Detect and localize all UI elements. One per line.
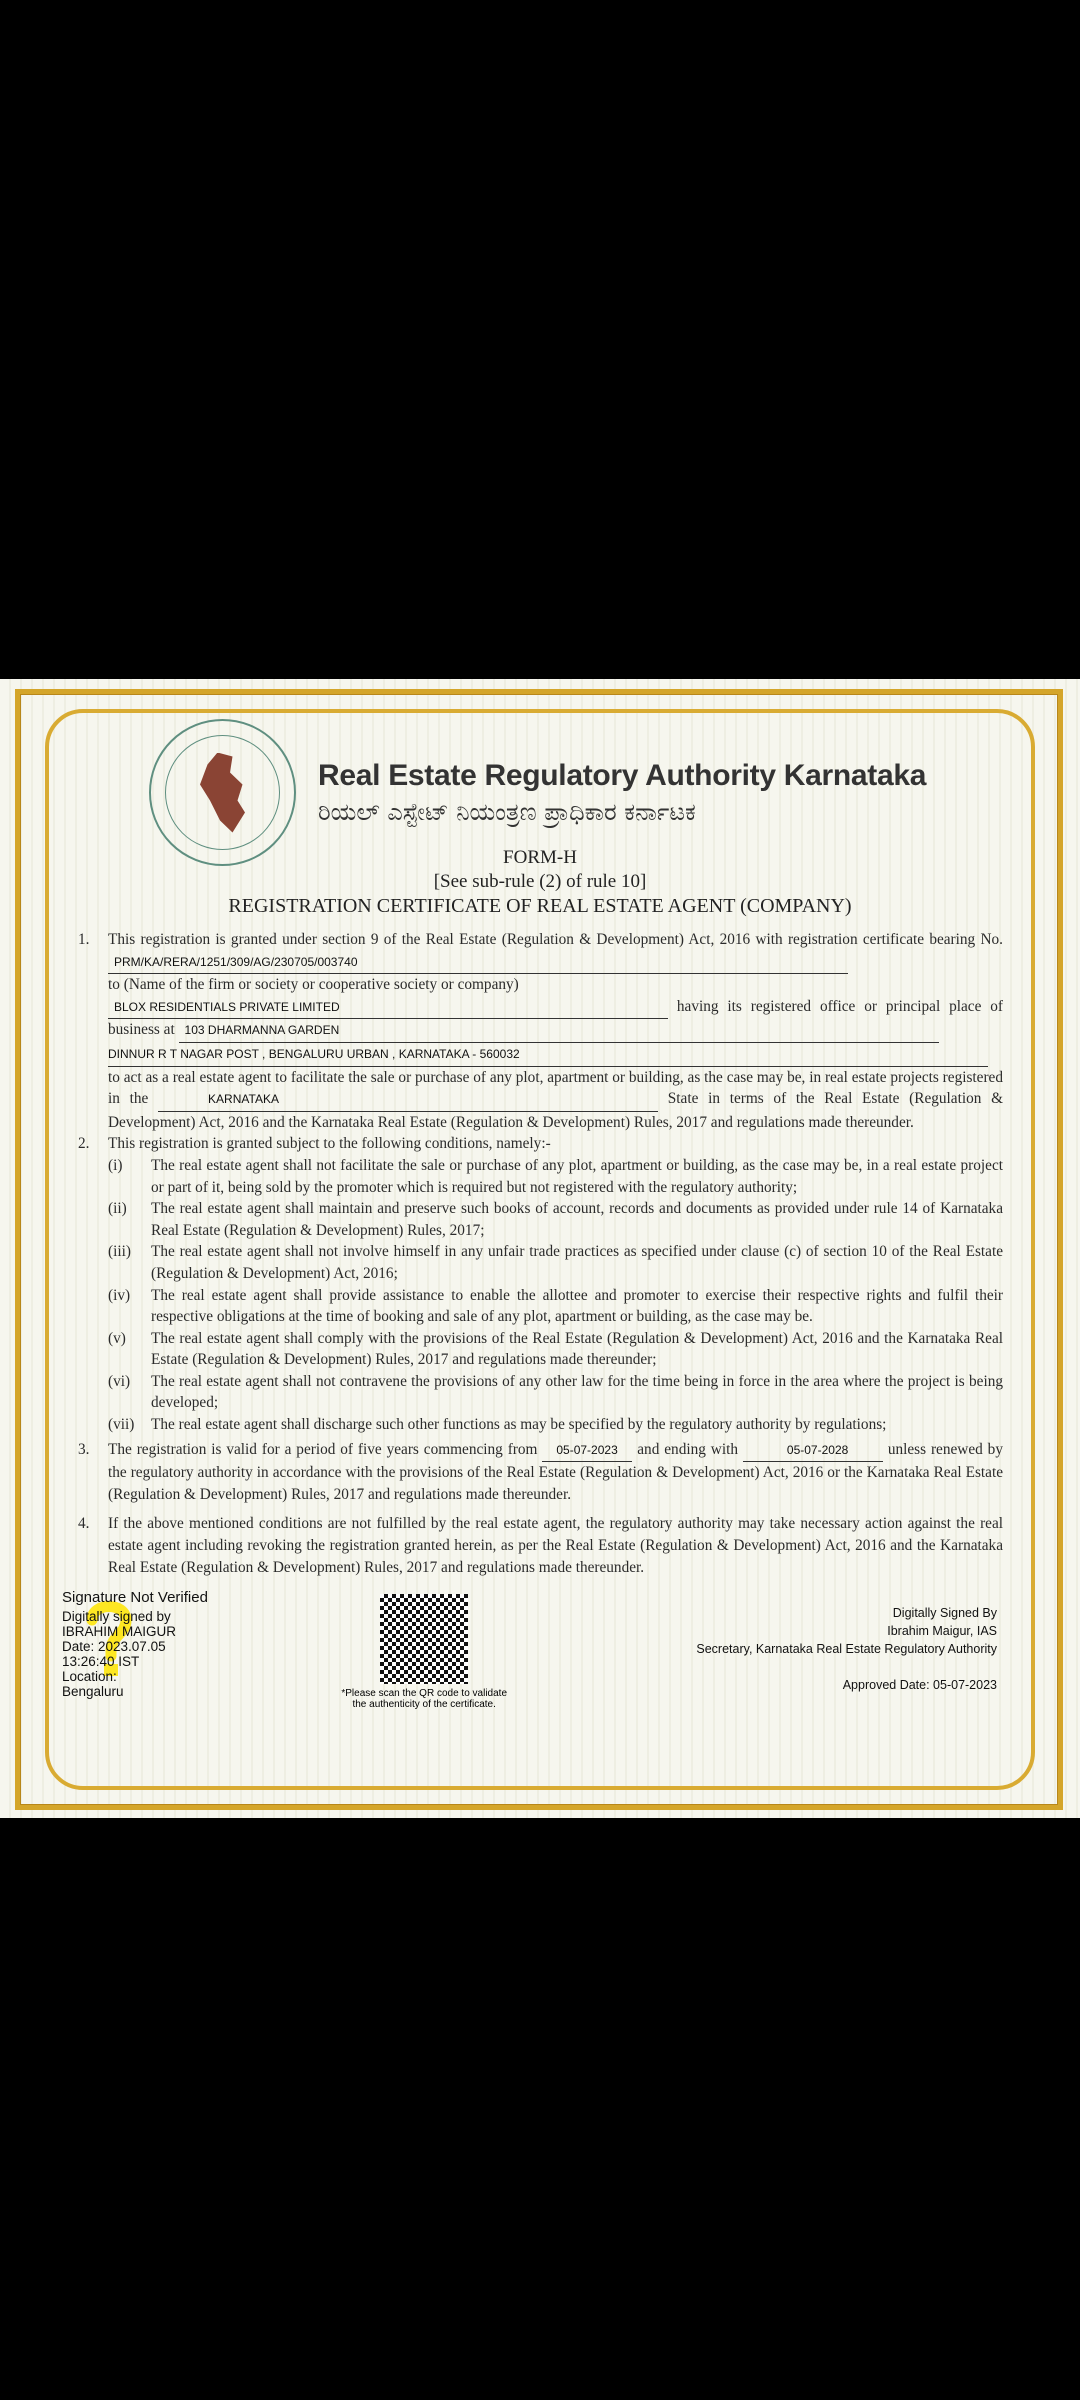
- approved-date: Approved Date: 05-07-2023: [842, 1678, 997, 1693]
- form-rule: [See sub-rule (2) of rule 10]: [433, 871, 647, 892]
- valid-until-date: 05-07-2028: [743, 1440, 883, 1463]
- condition-number: (vi): [108, 1372, 131, 1390]
- condition-item: [108, 1414, 1003, 1436]
- certificate: [0, 679, 1080, 1818]
- signature-block: Signature Not Verified Digitally signed by IBRAHIM MAIGUR Date: 2023.07.05 13:26:40 IST Location: Bengaluru: [62, 1590, 212, 1699]
- registration-number: PRM/KA/RERA/1251/309/AG/230705/003740: [108, 952, 848, 975]
- qr-section: [324, 1594, 524, 1710]
- condition-number: (i): [108, 1156, 123, 1174]
- state: KARNATAKA: [158, 1089, 658, 1112]
- signer-block: Digitally Signed By Ibrahim Maigur, IAS Secretary, Karnataka Real Estate Regulatory Authority Approved Date: 05-07-2023: [696, 1606, 997, 1693]
- signature-status: Signature Not Verified: [62, 1589, 208, 1607]
- karnataka-map-icon: [198, 753, 248, 833]
- condition-item: [108, 1155, 1003, 1198]
- qr-caption: *Please scan the QR code to validate the authenticity of the certificate.: [341, 1688, 508, 1711]
- condition-item: [108, 1241, 1003, 1284]
- address-line-2: DINNUR R T NAGAR POST , BENGALURU URBAN , KARNATAKA - 560032: [108, 1044, 988, 1067]
- qr-code[interactable]: [380, 1594, 468, 1684]
- certificate-footer: [62, 1589, 1003, 1711]
- authority-title: Real Estate Regulatory Authority Karnataka: [318, 759, 927, 792]
- condition-item: [108, 1328, 1003, 1371]
- authority-title-kannada: ರಿಯಲ್ ಎಸ್ಟೇಟ್ ನಿಯಂತ್ರಣ ಪ್ರಾಧಿಕಾರ ಕರ್ನಾಟಕ: [318, 798, 696, 826]
- condition-item: [108, 1198, 1003, 1241]
- certificate-body: [78, 929, 1003, 1578]
- condition-list: [78, 1155, 1003, 1436]
- condition-text: The real estate agent shall maintain and preserve such books of account, records and documents as provided under rule 14 of Karnataka Real Estate (Regulation & Development) Rules, 2017;: [151, 1200, 1003, 1239]
- condition-item: [108, 1285, 1003, 1328]
- form-name: FORM-H: [503, 847, 577, 868]
- condition-text: The real estate agent shall not involve himself in any unfair trade practices as specified under clause (c) of section 10 of the Real Estate (Regulation & Development) Act, 2016;: [151, 1243, 1003, 1282]
- clause-1: 1. This registration is granted under section 9 of the Real Estate (Regulation & Development) Act, 2016 with registration certificate bearing No. PRM/KA/RERA/1251/309/AG/230705/003740 to (Name of the firm or society or cooperative society or company) BLOX RESIDENTIALS PRIVATE LIMITED having its registered office or principal place of business at 103 DHARMANNA GARDEN DINNUR R T NAGAR POST , BENGALURU URBAN , KARNATAKA - 560032 to act as a real estate agent to facilitate the sale or purchase of any plot, apartment or building, as the case may be, in real estate projects registered in the KARNATAKA State in terms of the Real Estate (Regulation & Development) Act, 2016 and the Karnataka Real Estate (Regulation & Development) Rules, 2017 and regulations made thereunder.: [78, 931, 1003, 1131]
- rera-logo: [149, 719, 296, 866]
- condition-number: (vii): [108, 1416, 135, 1434]
- valid-from-date: 05-07-2023: [542, 1440, 632, 1463]
- condition-number: (ii): [108, 1200, 127, 1218]
- condition-text: The real estate agent shall provide assistance to enable the allottee and promoter to exercise their respective rights and fulfil their respective obligations at the time of booking and sale of any plot, apartment or building, as the case may be.: [151, 1286, 1003, 1326]
- condition-item: [108, 1371, 1003, 1414]
- company-name: BLOX RESIDENTIALS PRIVATE LIMITED: [108, 997, 668, 1020]
- address-line-1: 103 DHARMANNA GARDEN: [179, 1020, 939, 1043]
- clause-3: 3. The registration is valid for a period of five years commencing from 05-07-2023 and ending with 05-07-2028 unless renewed by the regulatory authority in accordance with the provisions of the Real Estate (Regulation & Development) Act, 2016 or the Karnataka Real Estate (Regulation & Development) Rules, 2017 and regulations made thereunder.: [78, 1440, 1003, 1503]
- clause-4: 4. If the above mentioned conditions are not fulfilled by the real estate agent, the regulatory authority may take necessary action against the real estate agent including revoking the registration granted herein, as per the Real Estate (Regulation & Development) Act, 2016 and the Karnataka Real Estate (Regulation & Development) Rules, 2017 and regulations made thereunder.: [78, 1515, 1003, 1576]
- condition-text: The real estate agent shall not facilitate the sale or purchase of any plot, apartment or building, as the case may be, in a real estate project or part of it, being sold by the promoter which is required but not registered with the regulatory authority;: [151, 1156, 1003, 1196]
- condition-number: (iv): [108, 1286, 131, 1304]
- clause-2: 2. This registration is granted subject to the following conditions, namely:-: [78, 1135, 551, 1153]
- condition-text: The real estate agent shall comply with the provisions of the Real Estate (Regulation & Development) Act, 2016 and the Karnataka Real Estate (Regulation & Development) Rules, 2017 and regulations made thereunder;: [151, 1329, 1003, 1369]
- condition-number: (iii): [108, 1243, 131, 1261]
- condition-number: (v): [108, 1329, 126, 1347]
- form-title: REGISTRATION CERTIFICATE OF REAL ESTATE AGENT (COMPANY): [228, 895, 852, 917]
- condition-text: The real estate agent shall not contravene the provisions of any other law for the time being in force in the area where the project is being developed;: [151, 1372, 1003, 1412]
- condition-text: The real estate agent shall discharge such other functions as may be specified by the regulatory authority by regulations;: [151, 1416, 887, 1434]
